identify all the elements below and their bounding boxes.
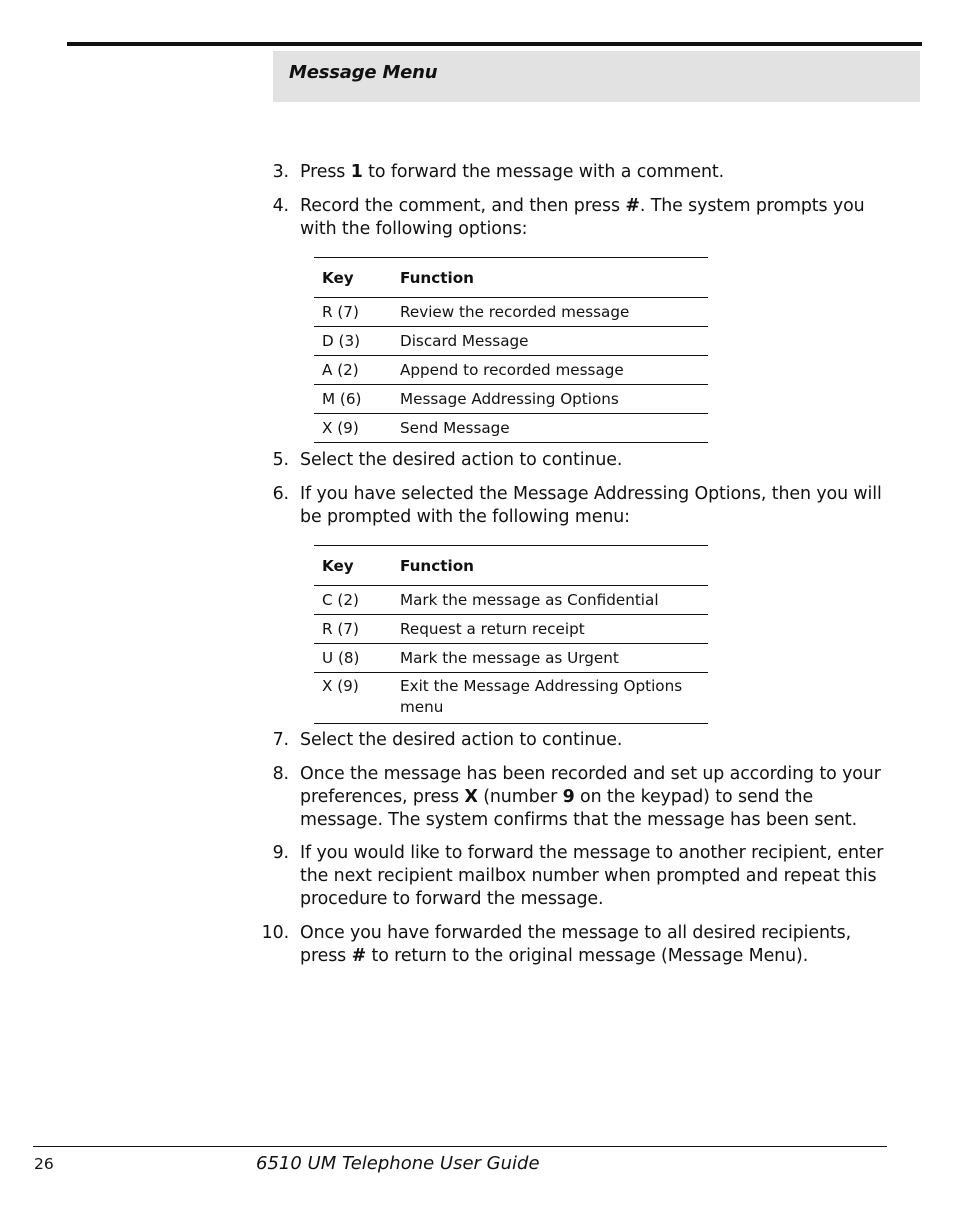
table-row <box>314 356 708 385</box>
table-row <box>314 615 708 644</box>
step-number: 7. <box>272 730 289 750</box>
step-number: 9. <box>272 843 289 863</box>
function-cell: Send Message <box>392 414 708 443</box>
column-header-key: Key <box>322 556 354 575</box>
key-cell: R (7) <box>314 298 392 327</box>
key-cell: M (6) <box>314 385 392 414</box>
key-cell: U (8) <box>314 644 392 673</box>
step-number: 8. <box>272 764 289 784</box>
key-cell: X (9) <box>314 414 392 443</box>
step-text: Press 1 to forward the message with a comment. <box>300 162 725 182</box>
key-cell: C (2) <box>314 586 392 615</box>
column-header-function: Function <box>400 556 474 575</box>
table-row <box>314 414 708 443</box>
footer-rule <box>33 1146 887 1147</box>
step-text: Select the desired action to continue. <box>300 450 623 470</box>
table-row <box>314 673 708 724</box>
options-table <box>314 257 708 443</box>
step-5 <box>250 449 900 472</box>
step-number: 10. <box>261 923 289 943</box>
table-row <box>314 327 708 356</box>
function-cell: Review the recorded message <box>392 298 708 327</box>
step-9 <box>250 842 900 911</box>
column-header-function: Function <box>400 268 474 287</box>
page-number: 26 <box>34 1155 54 1173</box>
step-text: If you would like to forward the message to another recipient, enter the next recipient mailbox number when prompted and repeat this procedure to forward the message. <box>300 843 884 909</box>
function-cell: Append to recorded message <box>392 356 708 385</box>
footer-title: 6510 UM Telephone User Guide <box>256 1153 540 1174</box>
function-cell: Request a return receipt <box>392 615 708 644</box>
step-text: Once the message has been recorded and set up according to your preferences, press X (number 9 on the keypad) to send the message. The system confirms that the message has been sent. <box>300 764 881 830</box>
step-4 <box>250 195 900 241</box>
step-text: If you have selected the Message Addressing Options, then you will be prompted with the following menu: <box>300 484 882 527</box>
function-cell: Message Addressing Options <box>392 385 708 414</box>
section-title: Message Menu <box>289 62 438 83</box>
key-cell: D (3) <box>314 327 392 356</box>
step-text: Select the desired action to continue. <box>300 730 623 750</box>
table-row <box>314 385 708 414</box>
function-cell: Discard Message <box>392 327 708 356</box>
table-header-row <box>314 258 708 298</box>
step-3 <box>250 161 900 184</box>
key-cell: X (9) <box>314 673 392 724</box>
function-cell: Exit the Message Addressing Options menu <box>392 673 708 724</box>
function-cell: Mark the message as Confidential <box>392 586 708 615</box>
table-row <box>314 586 708 615</box>
function-cell: Mark the message as Urgent <box>392 644 708 673</box>
step-8 <box>250 763 900 832</box>
section-header <box>273 51 920 102</box>
step-number: 3. <box>272 162 289 182</box>
table-row <box>314 644 708 673</box>
step-text: Record the comment, and then press #. The system prompts you with the following options: <box>300 196 865 239</box>
table-row <box>314 298 708 327</box>
addressing-options-table <box>314 545 708 724</box>
step-10 <box>250 922 900 968</box>
column-header-key: Key <box>322 268 354 287</box>
table-header-row <box>314 546 708 586</box>
step-text: Once you have forwarded the message to all desired recipients, press # to return to the original message (Message Menu). <box>300 923 852 966</box>
step-7 <box>250 729 900 752</box>
step-number: 6. <box>272 484 289 504</box>
step-6 <box>250 483 900 529</box>
key-cell: R (7) <box>314 615 392 644</box>
key-cell: A (2) <box>314 356 392 385</box>
step-number: 5. <box>272 450 289 470</box>
top-rule <box>67 42 922 46</box>
step-number: 4. <box>272 196 289 216</box>
